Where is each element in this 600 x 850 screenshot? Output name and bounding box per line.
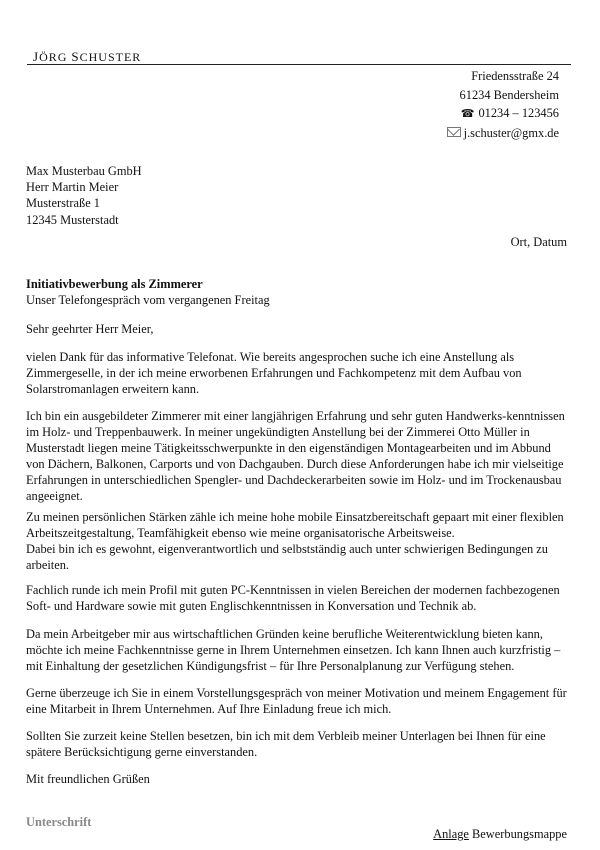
- paragraph-experience: Ich bin ein ausgebildeter Zimmerer mit einer langjährigen Erfahrung und sehr guten Handwerks-kenntnissen im Holz- und Treppenbauwerk. In meiner ungekündigten Anstellung bei der Zimmerei Otto Müller in Musterstadt liegen meine Tätigkeitsschwerpunkte in den eigenständigen Montagearbeiten und im Abbund von Dächern, Balkonen, Carports und von Dachgauben. Durch diese Anforderungen habe ich mir vielseitige Erfahrungen in unterschiedlichen Spengler- und Dachdeckerarbeiten sowie im Holz- und im Trockenausbau angeeignet.: [26, 409, 565, 503]
- sender-email-line: [447, 124, 559, 143]
- paragraph-interview: Gerne überzeuge ich Sie in einem Vorstellungsgespräch von meiner Motivation und meinem Engagement für eine Mitarbeit in Ihrem Unternehmen. Auf Ihre Einladung freue ich mich.: [26, 686, 567, 716]
- paragraph-intro: vielen Dank für das informative Telefonat. Wie bereits angesprochen suche ich eine Anstellung als Zimmergeselle, in der ich meine erworbenen Erfahrungen und Fachkompetenz mit dem Aufbau von Solarstromanlagen erweitern kann.: [26, 350, 522, 396]
- attachment-value: Bewerbungsmappe: [472, 827, 567, 841]
- recipient-city: 12345 Musterstadt: [26, 212, 119, 227]
- signature-placeholder: Unterschrift: [26, 815, 92, 829]
- subject-subtitle: Unser Telefongespräch vom vergangenen Freitag: [26, 293, 270, 307]
- paragraph-strengths-b: Dabei bin ich es gewohnt, eigenverantwortlich und selbstständig auch unter schwierigen Bedingungen zu arbeiten.: [26, 542, 548, 572]
- phone-icon: ☎: [460, 108, 475, 120]
- paragraph-strengths: [26, 509, 572, 573]
- sender-name-header: [33, 49, 141, 65]
- attachment-line: [433, 827, 567, 842]
- sender-phone: 01234 – 123456: [478, 106, 559, 120]
- closing: Mit freundlichen Grüßen: [26, 772, 150, 786]
- paragraph-strengths-a: Zu meinen persönlichen Stärken zähle ich meine hohe mobile Einsatzbereitschaft gepaart mit einer flexiblen Arbeitszeitgestaltung, Teamfähigkeit ebenso wie meine organisatorische Arbeitsweise.: [26, 510, 564, 540]
- recipient-company: Max Musterbau GmbH: [26, 164, 142, 178]
- recipient-street: Musterstraße 1: [26, 196, 100, 211]
- paragraph-skills: Fachlich runde ich mein Profil mit guten PC-Kenntnissen in vielen Bereichen der modernen fachbezogenen Soft- und Hardware sowie mit guten Englischkenntnissen in Konversation und Technik ab.: [26, 583, 560, 613]
- sender-address: [447, 67, 559, 142]
- place-date: Ort, Datum: [510, 235, 567, 249]
- paragraph-documents: Sollten Sie zurzeit keine Stellen besetzen, bin ich mit dem Verbleib meiner Unterlagen bei Ihnen für eine spätere Berücksichtigung gerne einverstanden.: [26, 729, 546, 759]
- header-divider: [27, 64, 571, 65]
- salutation: Sehr geehrter Herr Meier,: [26, 322, 154, 336]
- sender-city: 61234 Bendersheim: [459, 87, 559, 102]
- recipient-contact: Herr Martin Meier: [26, 180, 119, 195]
- sender-email[interactable]: j.schuster@gmx.de: [463, 125, 559, 140]
- paragraph-availability: Da mein Arbeitgeber mir aus wirtschaftlichen Gründen keine berufliche Weiterentwicklung bieten kann, möchte ich meine Fachkenntnisse gerne in Ihrem Unternehmen einsetzen. Ich kann Ihnen auch kurzfristig – mit Einhaltung der gesetzlichen Kündigungsfrist – für Ihre Personalplanung zur Verfügung stehen.: [26, 627, 561, 673]
- envelope-icon: [447, 127, 461, 137]
- subject-title: Initiativbewerbung als Zimmerer: [26, 277, 203, 291]
- subject-block: [26, 276, 572, 308]
- name-rest-last: CHUSTER: [79, 50, 142, 64]
- sender-phone-line: [447, 104, 559, 124]
- sender-street: Friedensstraße 24: [471, 69, 559, 83]
- name-initial-s: S: [71, 49, 80, 64]
- attachment-label: Anlage: [433, 827, 469, 841]
- name-rest-first: ÖRG: [39, 50, 72, 64]
- name-initial-j: J: [33, 49, 40, 64]
- recipient-address: [26, 163, 142, 228]
